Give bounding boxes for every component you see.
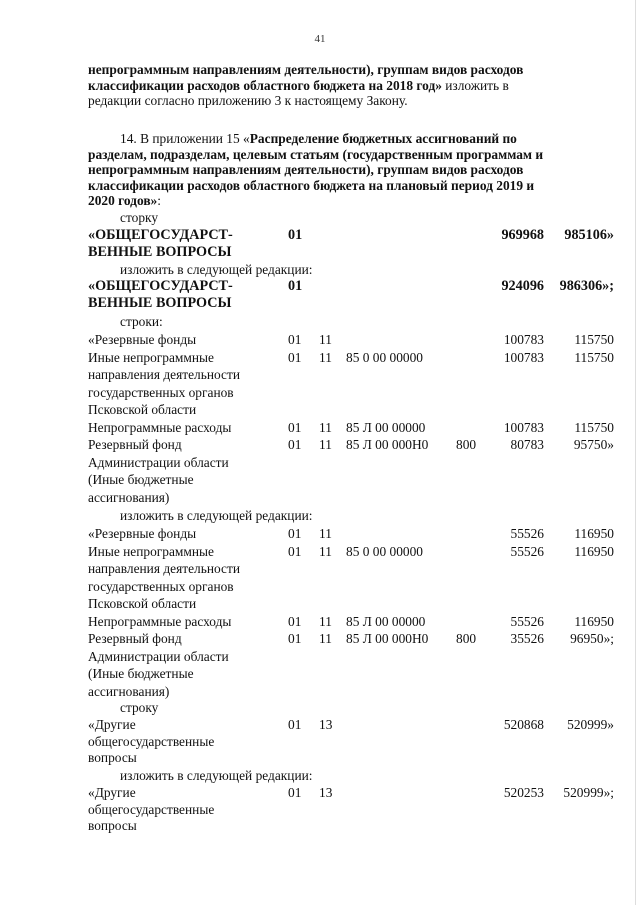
cell-rz: 01 — [288, 631, 302, 646]
cell-name: Администрации области — [88, 454, 229, 470]
general-new-name2: ВЕННЫЕ ВОПРОСЫ — [88, 295, 232, 311]
table-row — [88, 420, 614, 436]
table-row — [88, 402, 614, 418]
cell-rz: 01 — [288, 543, 302, 559]
cell-name: Псковской области — [88, 596, 197, 611]
cell-pr: 11 — [319, 631, 332, 646]
cell-pr: 13 — [319, 717, 333, 732]
table-row — [88, 818, 614, 834]
cell-rz: 01 — [288, 526, 302, 541]
table-row — [88, 631, 614, 647]
cell-rz: 01 — [288, 419, 302, 435]
general-old-v1: 969968 — [501, 227, 544, 243]
cell-name: Администрации области — [88, 648, 229, 664]
cell-pr: 11 — [319, 419, 332, 435]
table-row — [88, 472, 614, 488]
cell-pr: 11 — [319, 437, 332, 452]
cell-v2: 116950 — [574, 526, 614, 541]
cell-v2: 115750 — [574, 419, 614, 435]
cell-name: вопросы — [88, 750, 137, 765]
intro-line2-bold: классификации расходов областного бюджета на 2018 год» — [88, 77, 442, 93]
cell-pr: 11 — [319, 332, 332, 347]
general-old-row2 — [88, 245, 614, 261]
cell-name: общегосударственные — [88, 733, 215, 749]
intro-paragraph — [88, 62, 610, 109]
cell-name: государственных органов — [88, 578, 234, 594]
cell-name: Псковской области — [88, 402, 197, 417]
cell-vr: 800 — [456, 437, 477, 452]
cell-v1: 100783 — [503, 419, 544, 435]
general-old-name2: ВЕННЫЕ ВОПРОСЫ — [88, 244, 232, 260]
general-new-name1: «ОБЩЕГОСУДАРСТ- — [88, 278, 233, 294]
cell-name: «Другие — [88, 785, 136, 800]
cell-v2: 520999»; — [563, 785, 614, 800]
instruction-stroku: сторку — [120, 210, 159, 225]
cell-name: Иные непрограммные — [88, 543, 214, 559]
cell-name: ассигнования) — [88, 489, 170, 505]
cell-name: «Резервные фонды — [88, 526, 197, 541]
cell-v2: 520999» — [567, 717, 614, 732]
cell-cs: 85 Л 00 00000 — [346, 419, 426, 435]
general-new-rz: 01 — [288, 278, 303, 294]
cell-cs: 85 0 00 00000 — [346, 543, 423, 559]
instruction-stroki: строки: — [120, 314, 163, 329]
cell-v2: 95750» — [573, 437, 614, 452]
cell-name: Непрограммные расходы — [88, 613, 232, 629]
para14-line5-rest: : — [157, 193, 161, 209]
cell-v1: 520868 — [503, 717, 544, 732]
cell-v1: 100783 — [503, 332, 544, 347]
cell-name: (Иные бюджетные — [88, 666, 194, 681]
cell-v2: 116950 — [574, 543, 614, 559]
cell-pr: 13 — [319, 785, 333, 800]
cell-cs: 85 0 00 00000 — [346, 349, 423, 365]
table-row — [88, 649, 614, 665]
cell-name: направления деятельности — [88, 367, 241, 382]
table-row — [88, 544, 614, 560]
general-new-row2 — [88, 296, 614, 312]
cell-v2: 115750 — [574, 332, 614, 347]
cell-pr: 11 — [319, 526, 332, 541]
table-row — [88, 666, 614, 682]
instruction-izlozhit2: изложить в следующей редакции: — [120, 508, 313, 523]
cell-name: вопросы — [88, 818, 137, 833]
table-row — [88, 734, 614, 750]
cell-v1: 55526 — [510, 526, 544, 541]
table-row — [88, 614, 614, 630]
para14-line3: непрограммным направлениям деятельности), группам видов расходов — [88, 162, 524, 178]
para14-line1: Распределение бюджетных ассигнований по — [249, 131, 517, 146]
cell-pr: 11 — [319, 349, 332, 365]
intro-line3: редакции согласно приложению 3 к настоящему Закону. — [88, 93, 408, 109]
table-row — [88, 385, 614, 401]
general-old-v2: 985106» — [564, 227, 614, 243]
table-row — [88, 561, 614, 577]
table-row — [88, 596, 614, 612]
table-row — [88, 785, 614, 801]
para14-lead: 14. В приложении 15 « — [120, 131, 250, 146]
table-row — [88, 455, 614, 471]
table-row — [88, 717, 614, 733]
cell-v2: 96950»; — [570, 631, 614, 646]
cell-rz: 01 — [288, 332, 302, 347]
cell-name: Иные непрограммные — [88, 349, 214, 365]
cell-v1: 520253 — [503, 785, 544, 800]
cell-name: ассигнования) — [88, 683, 170, 699]
para14-line2: разделам, подразделам, целевым статьям (государственным программам и — [88, 146, 544, 162]
intro-line2-rest: изложить в — [441, 77, 509, 93]
cell-pr: 11 — [319, 543, 332, 559]
table-row — [88, 802, 614, 818]
cell-rz: 01 — [288, 613, 302, 629]
general-old-row1 — [88, 228, 614, 244]
cell-v1: 35526 — [510, 631, 544, 646]
cell-v1: 100783 — [503, 349, 544, 365]
instruction-izlozhit: изложить в следующей редакции: — [120, 262, 313, 277]
cell-name: (Иные бюджетные — [88, 472, 194, 487]
cell-v2: 116950 — [574, 613, 614, 629]
cell-cs: 85 Л 00 000Н0 — [346, 437, 429, 452]
cell-v1: 80783 — [510, 437, 544, 452]
cell-name: «Другие — [88, 717, 136, 732]
cell-name: направления деятельности — [88, 561, 241, 576]
table-row — [88, 750, 614, 766]
table-row — [88, 526, 614, 542]
cell-pr: 11 — [319, 613, 332, 629]
table-row — [88, 684, 614, 700]
paragraph-14 — [88, 131, 610, 209]
table-row — [88, 490, 614, 506]
cell-v1: 55526 — [510, 613, 544, 629]
cell-name: «Резервные фонды — [88, 332, 197, 347]
cell-rz: 01 — [288, 717, 302, 732]
cell-cs: 85 Л 00 000Н0 — [346, 631, 429, 646]
cell-rz: 01 — [288, 437, 302, 452]
para14-line4: классификации расходов областного бюджета на плановый период 2019 и — [88, 177, 535, 193]
cell-name: общегосударственные — [88, 801, 215, 817]
table-row — [88, 332, 614, 348]
cell-rz: 01 — [288, 785, 302, 800]
cell-vr: 800 — [456, 631, 477, 646]
cell-name: Непрограммные расходы — [88, 419, 232, 435]
cell-name: государственных органов — [88, 384, 234, 400]
table-row — [88, 579, 614, 595]
cell-name: Резервный фонд — [88, 631, 182, 646]
cell-rz: 01 — [288, 349, 302, 365]
instruction-izlozhit3: изложить в следующей редакции: — [120, 768, 313, 783]
page-number: 41 — [314, 33, 326, 45]
para14-line5-bold: 2020 годов» — [88, 193, 158, 209]
page-edge-line — [635, 0, 636, 905]
cell-v1: 55526 — [510, 543, 544, 559]
general-new-v2: 986306»; — [559, 278, 614, 294]
instruction-stroku2: строку — [120, 700, 159, 715]
general-new-row1 — [88, 279, 614, 295]
general-old-name1: «ОБЩЕГОСУДАРСТ- — [88, 227, 233, 243]
cell-v2: 115750 — [574, 349, 614, 365]
cell-cs: 85 Л 00 00000 — [346, 613, 426, 629]
table-row — [88, 437, 614, 453]
table-row — [88, 367, 614, 383]
intro-line1: непрограммным направлениям деятельности), группам видов расходов — [88, 62, 524, 77]
general-new-v1: 924096 — [501, 278, 544, 294]
general-old-rz: 01 — [288, 227, 303, 243]
cell-name: Резервный фонд — [88, 437, 182, 452]
table-row — [88, 350, 614, 366]
